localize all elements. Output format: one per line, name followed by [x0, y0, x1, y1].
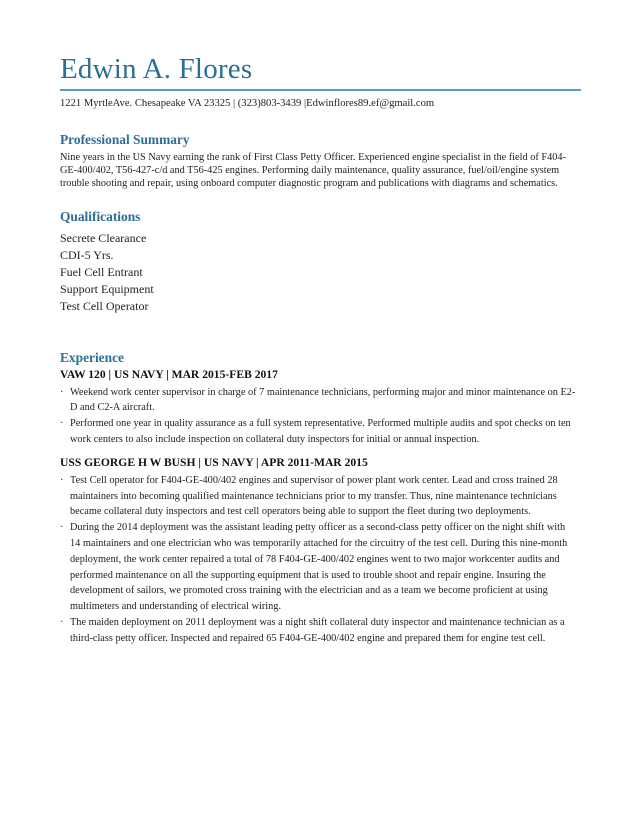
summary-section: [60, 131, 580, 191]
contact-line: 1221 MyrtleAve. Chesapeake VA 23325 | (323)803-3439 |Edwinflores89.ef@gmail.com: [60, 98, 435, 109]
bullet-text: Test Cell operator for F404-GE-400/402 engines and supervisor of power plant work center. Lead and cross trained 28 maintainers into becoming qualified maintenance technicians prior to my transfer. Thus, nine maintenance technicians became collateral duty inspectors and test cell operators being able to support the fleet during two deployments.: [70, 474, 558, 518]
qualification-item: Fuel Cell Entrant: [60, 264, 143, 279]
bullet-text: During the 2014 deployment was the assistant leading petty officer as a second-class petty officer on the night shift with 14 maintainers and one electrician who was temporarily attached for the circuitry of the test cell. During this nine-month deployment, the work center repaired a total of 78 F404-GE-400/402 engines went to two major workcenter audits and performed maintenance on all the supporting equipment that is used to trouble shoot and repair engine. Insuring the development of sailors, we promoted cross training with the electrician and as a team we become proficient at using multimeters and understanding of electrical wiring.: [70, 522, 568, 613]
list-item: [60, 473, 578, 520]
job-bullets: [60, 385, 580, 448]
bullet-text: Weekend work center supervisor in charge of 7 maintenance technicians, performing major and minor maintenance on E2-D and C2-A aircraft.: [70, 386, 576, 414]
qualifications-list: [60, 230, 580, 315]
list-item: [60, 520, 578, 615]
qualifications-heading: Qualifications: [60, 208, 141, 224]
qualification-item: Test Cell Operator: [60, 298, 149, 313]
bullet-icon: ·: [60, 418, 64, 430]
summary-heading: Professional Summary: [60, 132, 190, 147]
bullet-icon: ·: [60, 616, 64, 628]
qualifications-section: [60, 208, 580, 315]
bullet-text: The maiden deployment on 2011 deployment was a night shift collateral duty inspector and maintenance technician as a third-class petty officer. Inspected and repaired 65 F404-GE-400/402 engine and prepared them for engine test cell.: [70, 616, 565, 644]
qualification-item: Secrete Clearance: [60, 230, 147, 245]
qualification-item: Support Equipment: [60, 281, 154, 296]
bullet-text: Performed one year in quality assurance as a full system representative. Performed multiple audits and spot checks on ten work centers to also include inspection on collateral duty inspectors for initial or annual inspection.: [70, 418, 571, 445]
list-item: [60, 385, 578, 417]
qualification-item: CDI-5 Yrs.: [60, 247, 114, 262]
experience-section: [60, 349, 580, 647]
bullet-icon: ·: [60, 522, 64, 534]
summary-text: Nine years in the US Navy earning the rank of First Class Petty Officer. Experienced engine specialist in the field of F404-GE-400/402, T56-427-c/d and T56-425 engines. Performing daily maintenance, quality assurance, fuel/oil/engine system trouble shooting and repair, using onboard computer diagnostic program and publications with diagrams and schematics.: [60, 152, 566, 190]
job-heading: VAW 120 | US NAVY | MAR 2015-FEB 2017: [60, 367, 278, 381]
job-heading: USS GEORGE H W BUSH | US NAVY | APR 2011-MAR 2015: [60, 455, 368, 469]
list-item: [60, 416, 578, 448]
job-entry: [60, 455, 580, 647]
list-item: [60, 615, 578, 647]
header-divider: [60, 89, 581, 91]
bullet-icon: ·: [60, 386, 64, 398]
job-entry: [60, 367, 580, 448]
experience-heading: Experience: [60, 349, 124, 365]
bullet-icon: ·: [60, 474, 64, 486]
job-bullets: [60, 473, 580, 647]
candidate-name: Edwin A. Flores: [60, 53, 253, 85]
